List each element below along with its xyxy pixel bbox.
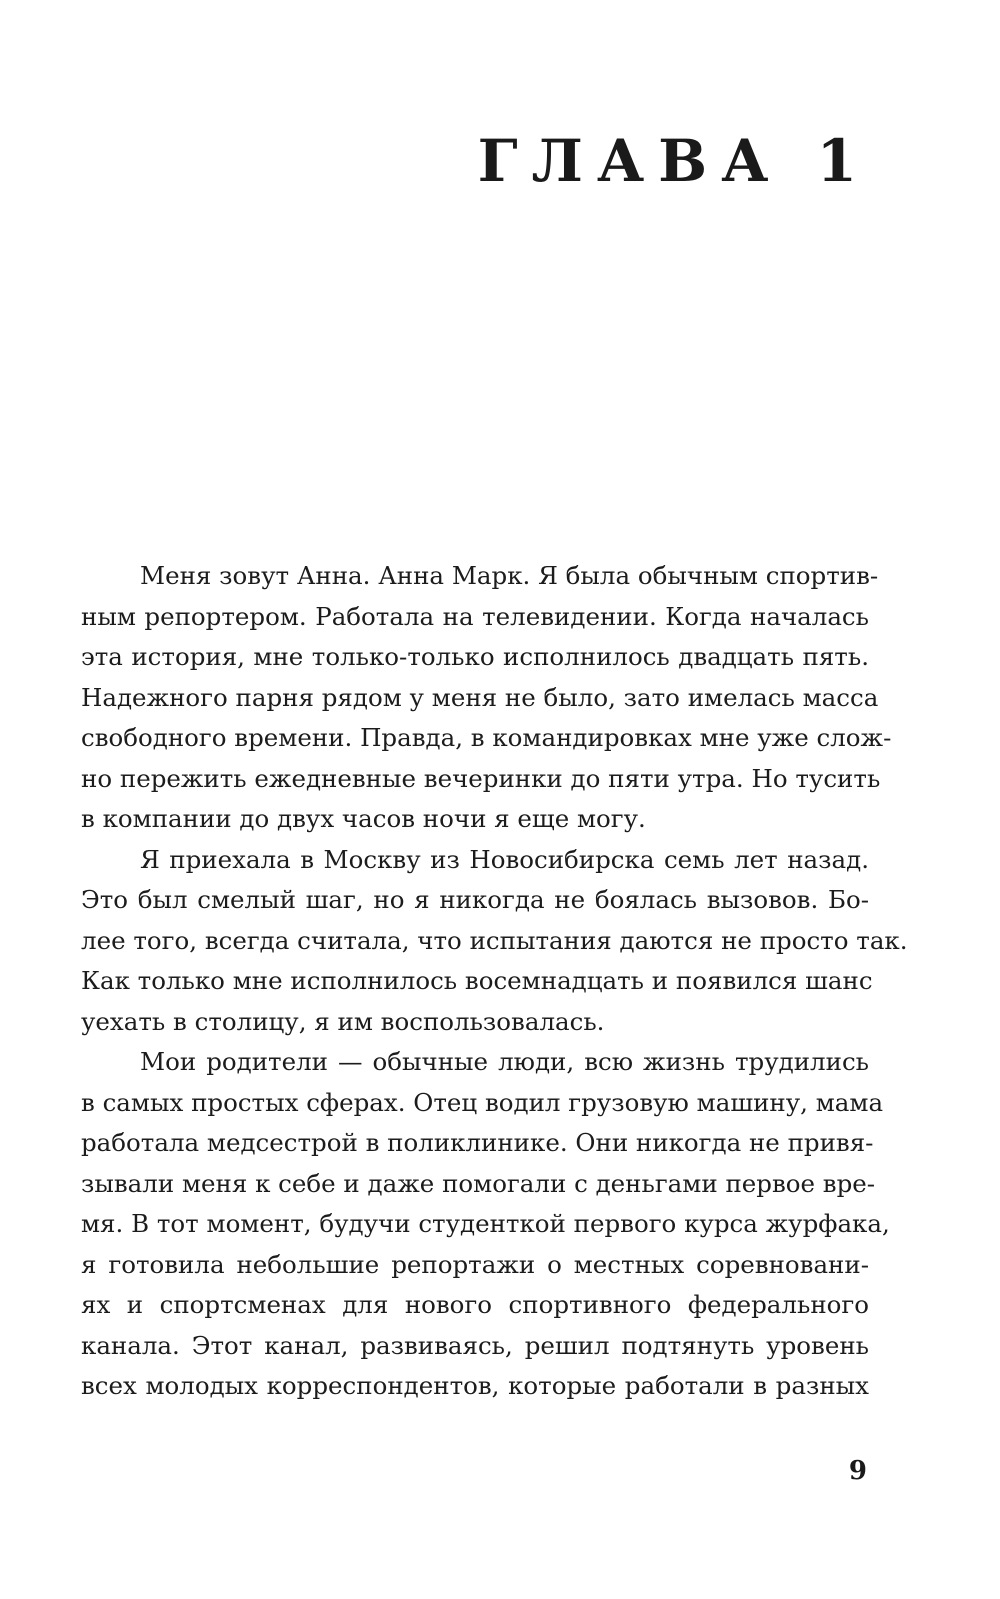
text-line: зывали меня к себе и даже помогали с деньгами первое вре- bbox=[81, 1168, 876, 1198]
text-line: но пережить ежедневные вечеринки до пяти утра. Но тусить bbox=[81, 763, 881, 793]
text-line: свободного времени. Правда, в командировках мне уже слож- bbox=[81, 723, 892, 752]
text-line: эта история, мне только-только исполнилось двадцать пять. bbox=[81, 642, 869, 671]
text-line: Это был смелый шаг, но я никогда не боялась вызовов. Бо- bbox=[81, 885, 869, 914]
chapter-title: ГЛАВА 1 bbox=[477, 127, 871, 195]
text-line: в компании до двух часов ночи я еще могу. bbox=[81, 804, 646, 833]
text-line: лее того, всегда считала, что испытания даются не просто так. bbox=[81, 925, 908, 955]
paragraph bbox=[81, 556, 892, 840]
text-line: Меня зовут Анна. Анна Марк. Я была обычным спортив- bbox=[140, 561, 879, 590]
text-line: мя. В тот момент, будучи студенткой первого курса журфака, bbox=[81, 1209, 890, 1238]
body-text bbox=[81, 556, 908, 1407]
text-line: ях и спортсменах для нового спортивного федерального bbox=[81, 1290, 869, 1319]
text-line: уехать в столицу, я им воспользовалась. bbox=[81, 1006, 605, 1036]
text-line: я готовила небольшие репортажи о местных соревновани- bbox=[81, 1249, 869, 1279]
text-line: Мои родители — обычные люди, всю жизнь трудились bbox=[140, 1047, 869, 1076]
paragraph bbox=[81, 1042, 890, 1407]
text-line: Я приехала в Москву из Новосибирска семь лет назад. bbox=[140, 844, 869, 874]
text-line: Как только мне исполнилось восемнадцать и появился шанс bbox=[81, 966, 873, 995]
page-number: 9 bbox=[848, 1456, 867, 1486]
text-line: всех молодых корреспондентов, которые работали в разных bbox=[81, 1371, 869, 1400]
text-line: работала медсестрой в поликлинике. Они никогда не привя- bbox=[81, 1128, 874, 1157]
text-line: в самых простых сферах. Отец водил грузовую машину, мама bbox=[81, 1087, 884, 1117]
text-line: Надежного парня рядом у меня не было, зато имелась масса bbox=[81, 682, 879, 712]
paragraph bbox=[81, 840, 908, 1043]
text-line: канала. Этот канал, развиваясь, решил подтянуть уровень bbox=[81, 1330, 869, 1360]
text-line: ным репортером. Работала на телевидении. Когда началась bbox=[81, 601, 869, 631]
